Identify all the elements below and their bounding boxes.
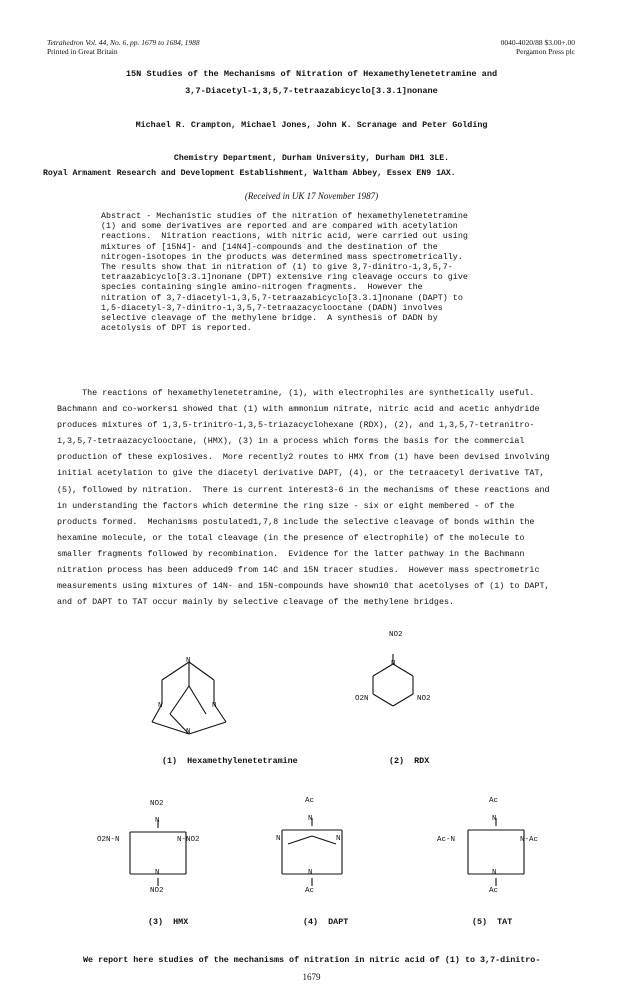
journal-line: Tetrahedron Vol. 44, No. 6, pp. 1679 to 1684, 1988: [47, 38, 200, 47]
s4-bottom-group: Ac: [305, 887, 315, 895]
s3-left-group: O2N-N: [97, 836, 120, 844]
affiliation-1: Chemistry Department, Durham University, Durham DH1 3LE.: [173, 154, 450, 163]
s1-atom-right: N: [212, 702, 217, 710]
s4-atom-right: N: [336, 835, 341, 843]
s2-atom-top: N: [391, 660, 396, 668]
s5-right-group: N-Ac: [520, 836, 539, 844]
s3-top-group: NO2: [150, 800, 164, 808]
s3-name: HMX: [173, 917, 189, 927]
paper-title-line-1: 15N Studies of the Mechanisms of Nitration of Hexamethylenetetramine and: [125, 69, 498, 79]
structure-4-caption: [303, 917, 348, 927]
s2-number: (2): [389, 756, 405, 766]
author-list: Michael R. Crampton, Michael Jones, John K. Scranage and Peter Golding: [135, 120, 488, 130]
s5-top-group: Ac: [489, 797, 499, 805]
s3-number: (3): [148, 917, 164, 927]
s1-name: Hexamethylenetetramine: [187, 756, 298, 766]
structure-5-caption: [472, 917, 512, 927]
publisher-line: Pergamon Press plc: [515, 47, 575, 56]
journal-header: [47, 38, 200, 56]
s1-number: (1): [162, 756, 178, 766]
s4-atom-bottom: N: [308, 869, 313, 877]
s1-atom-left: N: [158, 702, 163, 710]
s3-bottom-group: NO2: [150, 887, 164, 895]
affiliation-2: Royal Armament Research and Development Establishment, Waltham Abbey, Essex EN9 1AX.: [43, 169, 456, 178]
paper-title-line-2: 3,7-Diacetyl-1,3,5,7-tetraazabicyclo[3.3.1]nonane: [185, 86, 438, 96]
closing-line: We report here studies of the mechanisms of nitration in nitric acid of (1) to 3,7-dinitro-: [83, 955, 541, 965]
body-paragraph: The reactions of hexamethylenetetramine, (1), with electrophiles are synthetically useful. Bachmann and co-workers1 showed that (1) with ammonium nitrate, nitric acid and acetic anhydride produces mixtures of 1,3,5-trinitro-1,3,5-triazacyclohexane (RDX), (2), and 1,3,5,7-tetranitro- 1,3,5,7-tetraazacyclooctane, (HMX), (3) in a process which forms the basis for the commercial production of these explosives. More recently2 routes to HMX from (1) have been devised involving initial acetylation to give the diacetyl derivative DAPT, (4), or the tetraacetyl derivative TAT, (5), followed by nitration. There is current interest3-6 in the mechanisms of these reactions and in understanding the factors which determine the ring size - six or eight membered - of the products formed. Mechanisms postulated1,7,8 include the selective cleavage of bonds within the hexamine molecule, or the total cleavage (in the presence of electrophile) of the molecule to smaller fragments followed by recombination. Evidence for the latter pathway in the Bachmann nitration process has been adduced9 from 14C and 15N tracer studies. However mass spectrometric measurements using mixtures of 14N- and 15N-compounds have shown10 that acetolyses of (1) to DAPT, and of DAPT to TAT occur mainly by selective cleavage of the methylene bridges.: [57, 388, 550, 608]
s2-left-group: O2N: [355, 695, 369, 703]
structure-3-caption: [148, 917, 188, 927]
price-line: 0040-4020/88 $3.00+.00: [500, 38, 575, 47]
s5-atom-bottom: N: [492, 869, 497, 877]
s5-atom-top: N: [492, 815, 497, 823]
s4-atom-left: N: [276, 835, 281, 843]
s2-name: RDX: [414, 756, 430, 766]
s4-atom-top: N: [308, 815, 313, 823]
s4-top-group: Ac: [305, 797, 315, 805]
structure-1-caption: [162, 756, 298, 766]
s3-atom-top: N: [155, 817, 160, 825]
s1-atom-bottom: N: [186, 728, 191, 736]
structure-2-caption: [389, 756, 429, 766]
s4-number: (4): [303, 917, 319, 927]
s2-right-group: NO2: [417, 695, 431, 703]
s5-number: (5): [472, 917, 488, 927]
s5-bottom-group: Ac: [489, 887, 499, 895]
abstract-text: Abstract - Mechanistic studies of the nitration of hexamethylenetetramine (1) and some derivatives are reported and are compared with acetylation reactions. Nitration reactions, with nitric acid, were carried out using mixtures of [15N4]- and [14N4]-compounds and the destination of the nitrogen-isotopes in the products was determined mass spectrometrically. The results show that in nitration of (1) to give 3,7-dinitro-1,3,5,7- tetraazabicyclo[3.3.1]nonane (DPT) extensive ring cleavage occurs to give species containing single amino-nitrogen fragments. However the nitration of 3,7-diacetyl-1,3,5,7-tetraazabicyclo[3.3.1]nonane (DAPT) to 1,5-diacetyl-3,7-dinitro-1,3,5,7-tetraazacyclooctane (DADN) involves selective cleavage of the methylene bridge. A synthesis of DADN by acetolysis of DPT is reported.: [101, 211, 468, 334]
s3-right-group: N-NO2: [177, 836, 200, 844]
page-number: 1679: [302, 972, 321, 982]
publisher-header: [501, 38, 575, 56]
s5-left-group: Ac-N: [437, 836, 456, 844]
s4-name: DAPT: [328, 917, 349, 927]
s3-atom-bottom: N: [155, 869, 160, 877]
printed-line: Printed in Great Britain: [47, 47, 118, 56]
s2-top-group: NO2: [389, 631, 403, 639]
received-date: (Received in UK 17 November 1987): [244, 191, 379, 201]
structure-2-drawing: [338, 640, 448, 720]
s1-atom-top: N: [186, 657, 191, 665]
s5-name: TAT: [497, 917, 513, 927]
